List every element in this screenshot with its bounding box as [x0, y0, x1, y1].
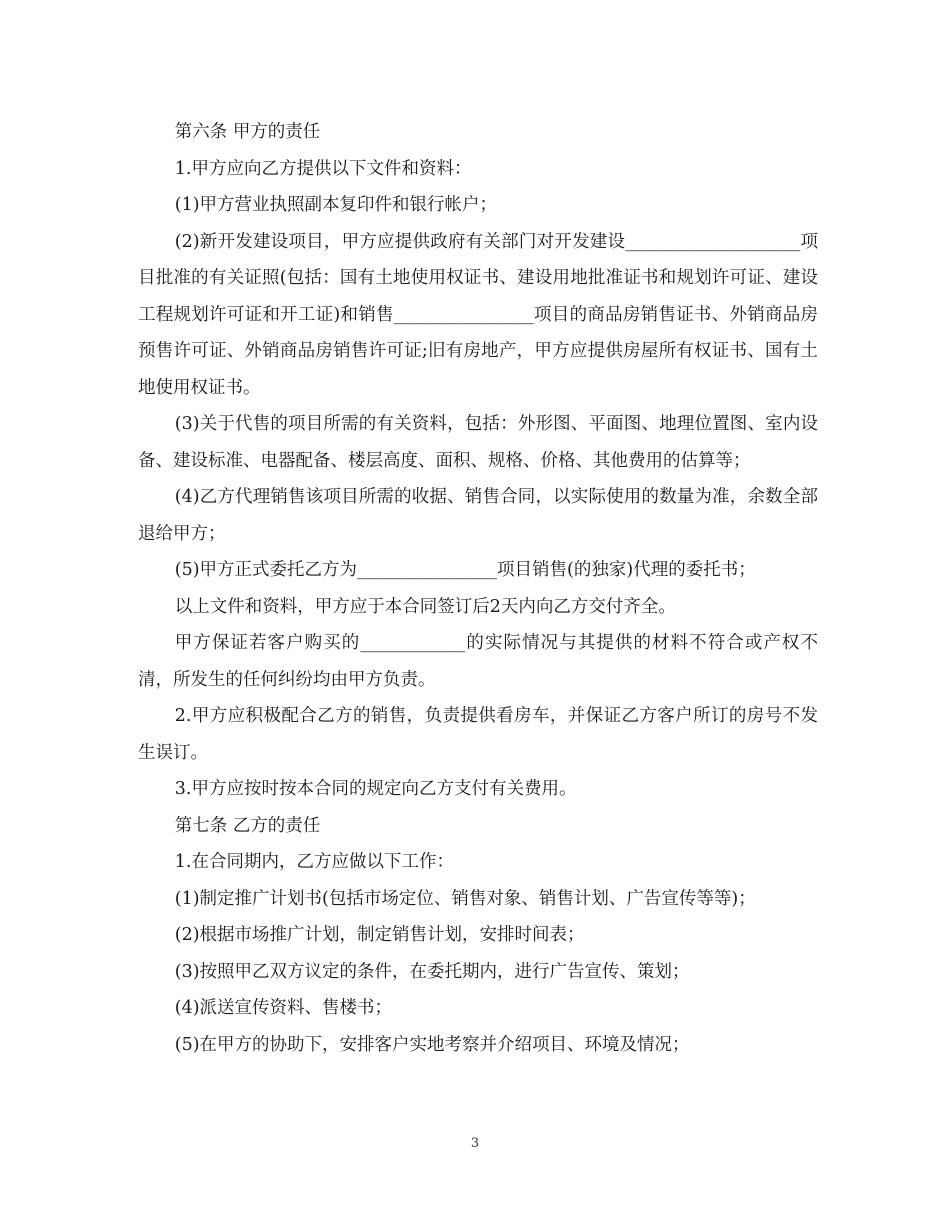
paragraph: 3.甲方应按时按本合同的规定向乙方支付有关费用。 [174, 779, 577, 799]
paragraph: 甲方保证若客户购买的____________的实际情况与其提供的材料不符合或产权不清，所发生的任何纠纷均由甲方负责。 [138, 633, 818, 690]
section-heading-article-7: 第七条 乙方的责任 [174, 815, 321, 836]
paragraph: 1.在合同期内，乙方应做以下工作： [174, 852, 454, 872]
paragraph: (4)派送宣传资料、售楼书； [174, 998, 393, 1018]
page-number: 3 [470, 1136, 480, 1151]
paragraph: 1.甲方应向乙方提供以下文件和资料： [174, 158, 472, 179]
paragraph: (5)甲方正式委托乙方为________________项目销售(的独家)代理的委托书； [174, 560, 756, 580]
paragraph: (2)根据市场推广计划，制定销售计划，安排时间表； [174, 925, 585, 945]
document-body [138, 114, 818, 1063]
paragraph: (3)按照甲乙双方议定的条件，在委托期内，进行广告宣传、策划； [174, 961, 690, 982]
paragraph: (1)制定推广计划书(包括市场定位、销售对象、销售计划、广告宣传等等)； [174, 888, 756, 909]
paragraph: (3)关于代售的项目所需的有关资料，包括：外形图、平面图、地理位置图、室内设备、建设标准、电器配备、楼层高度、面积、规格、价格、其他费用的估算等； [138, 414, 818, 471]
paragraph: (2)新开发建设项目，甲方应提供政府有关部门对开发建设____________________项目批准的有关证照(包括：国有土地使用权证书、建设用地批准证书和规划许可证、建设工程规划许可证和开工证)和销售________________项目的商品房销售证书、外销商品房预售许可证、外销商品房销售许可证;旧有房地产，甲方应提供房屋所有权证书、国有土地使用权证书。 [138, 231, 818, 398]
paragraph: (5)在甲方的协助下，安排客户实地考察并介绍项目、环境及情况； [174, 1034, 690, 1055]
paragraph: 以上文件和资料，甲方应于本合同签订后2天内向乙方交付齐全。 [174, 596, 676, 617]
paragraph: 2.甲方应积极配合乙方的销售，负责提供看房车，并保证乙方客户所订的房号不发生误订。 [138, 706, 818, 763]
paragraph: (1)甲方营业执照副本复印件和银行帐户； [174, 195, 498, 215]
paragraph: (4)乙方代理销售该项目所需的收据、销售合同，以实际使用的数量为准，余数全部退给甲方； [138, 487, 818, 544]
section-heading-article-6: 第六条 甲方的责任 [174, 122, 321, 142]
